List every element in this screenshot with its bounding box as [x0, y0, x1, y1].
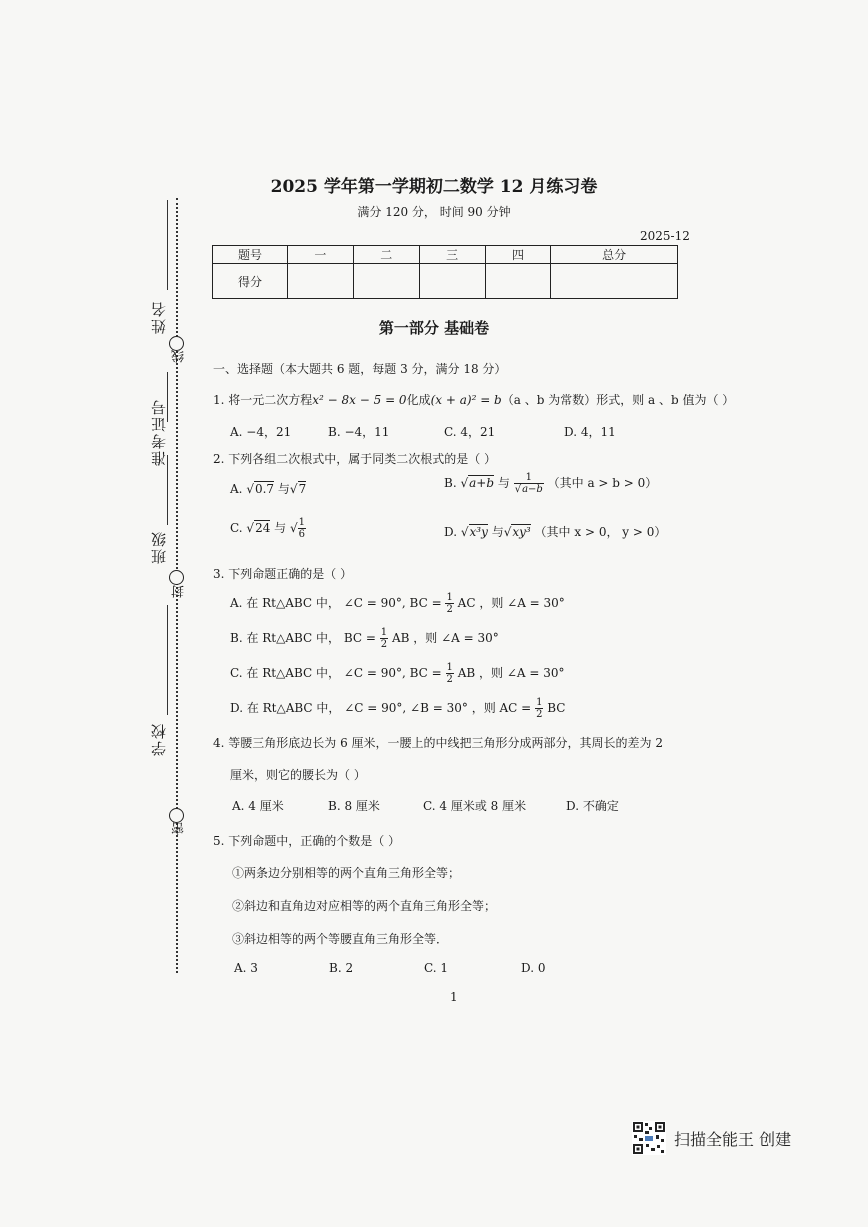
q2a-radicand-1: 0.7: [254, 482, 275, 496]
page-number: 1: [450, 990, 458, 1004]
seal-circle-mark: [169, 570, 184, 585]
line-mark: 线: [172, 350, 187, 363]
scanner-watermark: [632, 1121, 791, 1155]
q1-equation: x² − 8x − 5 = 0: [312, 393, 407, 407]
q2-option-b[interactable]: B. √a+b 与 $\frac{1}{√a-b}$ （其中 a > b > 0）: [444, 472, 658, 495]
q2d-radicand-1: x³y: [469, 525, 488, 539]
question-4-line-2: 厘米，则它的腰长为（ ）: [230, 768, 366, 782]
q2b-radicand: a+b: [469, 476, 495, 490]
exam-title: 2025 学年第一学期初二数学 12 月练习卷: [270, 177, 598, 197]
question-5-stem: 5. 下列命题中，正确的个数是（ ）: [213, 834, 401, 848]
q1-option-c[interactable]: C. 4，21: [444, 425, 496, 439]
score-cell-2[interactable]: [353, 264, 419, 299]
header-cell-4: 四: [485, 246, 551, 264]
q4-option-c[interactable]: C. 4 厘米或 8 厘米: [423, 799, 527, 813]
qr-code-icon: [632, 1121, 666, 1155]
q3-option-d[interactable]: D. 在 Rt△ABC 中， ∠C = 90°, ∠B = 30° ，则 AC = $\frac{1}{2}$ BC: [230, 697, 566, 720]
q4-option-b[interactable]: B. 8 厘米: [328, 799, 380, 813]
school-underline: [167, 605, 168, 715]
header-cell-number: 题号: [213, 246, 288, 264]
q5-statement-3: ③斜边相等的两个等腰直角三角形全等．: [232, 932, 449, 946]
score-cell-4[interactable]: [485, 264, 551, 299]
question-2-stem: 2. 下列各组二次根式中，属于同类二次根式的是（ ）: [213, 452, 497, 466]
q2-option-a[interactable]: A. √0.7 与√7: [230, 482, 307, 496]
q2a-radicand-2: 7: [298, 482, 307, 496]
header-cell-3: 三: [419, 246, 485, 264]
q4-option-a[interactable]: A. 4 厘米: [232, 799, 284, 813]
header-cell-total: 总分: [551, 246, 678, 264]
q5-option-d[interactable]: D. 0: [521, 961, 546, 975]
q5-statement-1: ①两条边分别相等的两个直角三角形全等；: [232, 866, 461, 880]
q2d-radicand-2: xy³: [512, 525, 531, 539]
secret-circle-mark: [169, 808, 184, 823]
header-cell-1: 一: [288, 246, 354, 264]
class-label: 班级: [150, 530, 168, 564]
q2b-fraction: $\frac{1}{√a-b}$: [514, 472, 543, 495]
q2-option-d[interactable]: D. √x³y 与√xy³ （其中 x > 0， y > 0）: [444, 525, 667, 539]
exam-subtitle: 满分 120 分， 时间 90 分钟: [357, 205, 511, 219]
score-cell-1[interactable]: [288, 264, 354, 299]
q1-form: (x + a)² = b: [430, 393, 502, 407]
section-heading: 一、选择题（本大题共 6 题，每题 3 分，满分 18 分）: [213, 362, 507, 376]
line-circle-mark: [169, 336, 184, 351]
seal-mark: 封: [172, 585, 187, 598]
score-cell-total[interactable]: [551, 264, 678, 299]
q3b-fraction: $\frac{1}{2}$: [380, 627, 388, 650]
q4-option-d[interactable]: D. 不确定: [566, 799, 619, 813]
q3-option-a[interactable]: A. 在 Rt△ABC 中， ∠C = 90°, BC = $\frac{1}{2}$ AC ，则 ∠A = 30°: [230, 592, 565, 615]
q5-option-b[interactable]: B. 2: [329, 961, 354, 975]
q3c-fraction: $\frac{1}{2}$: [446, 662, 453, 685]
question-1-stem: 1. 将一元二次方程x² − 8x − 5 = 0化成(x + a)² = b（a 、b 为常数）形式，则 a 、b 值为（ ）: [213, 393, 735, 407]
q3-option-c[interactable]: C. 在 Rt△ABC 中， ∠C = 90°, BC = $\frac{1}{2}$ AB ，则 ∠A = 30°: [230, 662, 565, 685]
exam-date: 2025-12: [640, 229, 690, 243]
q3a-fraction: $\frac{1}{2}$: [446, 592, 453, 615]
score-table-score-row: [213, 264, 678, 299]
score-row-label: 得分: [213, 264, 288, 299]
score-table-header-row: [213, 246, 678, 264]
watermark-text: 扫描全能王 创建: [674, 1129, 792, 1149]
q3-option-b[interactable]: B. 在 Rt△ABC 中， BC = $\frac{1}{2}$ AB ，则 ∠A = 30°: [230, 627, 499, 650]
q1-option-d[interactable]: D. 4，11: [564, 425, 616, 439]
exam-no-label: 准考证号: [150, 398, 168, 466]
q2c-radicand: 24: [255, 521, 271, 535]
score-cell-3[interactable]: [419, 264, 485, 299]
q5-option-a[interactable]: A. 3: [234, 961, 258, 975]
header-cell-2: 二: [353, 246, 419, 264]
q3d-fraction: $\frac{1}{2}$: [536, 697, 543, 720]
q2c-fraction: $\frac{1}{6}$: [298, 517, 306, 540]
class-underline: [167, 455, 168, 525]
q1-option-b[interactable]: B. −4，11: [328, 425, 390, 439]
q5-option-c[interactable]: C. 1: [424, 961, 449, 975]
name-label: 姓名: [150, 300, 168, 334]
q1-option-a[interactable]: A. −4，21: [230, 425, 292, 439]
school-label: 学校: [150, 722, 168, 756]
question-4-line-1: 4. 等腰三角形底边长为 6 厘米，一腰上的中线把三角形分成两部分，其周长的差为 2: [213, 736, 663, 750]
q5-statement-2: ②斜边和直角边对应相等的两个直角三角形全等；: [232, 899, 497, 913]
q2-option-c[interactable]: C. √24 与 √ $\frac{1}{6}$: [230, 517, 306, 540]
score-table: [212, 245, 678, 299]
part-title: 第一部分 基础卷: [378, 319, 490, 337]
secret-mark: 密: [172, 822, 187, 835]
question-3-stem: 3. 下列命题正确的是（ ）: [213, 567, 353, 581]
